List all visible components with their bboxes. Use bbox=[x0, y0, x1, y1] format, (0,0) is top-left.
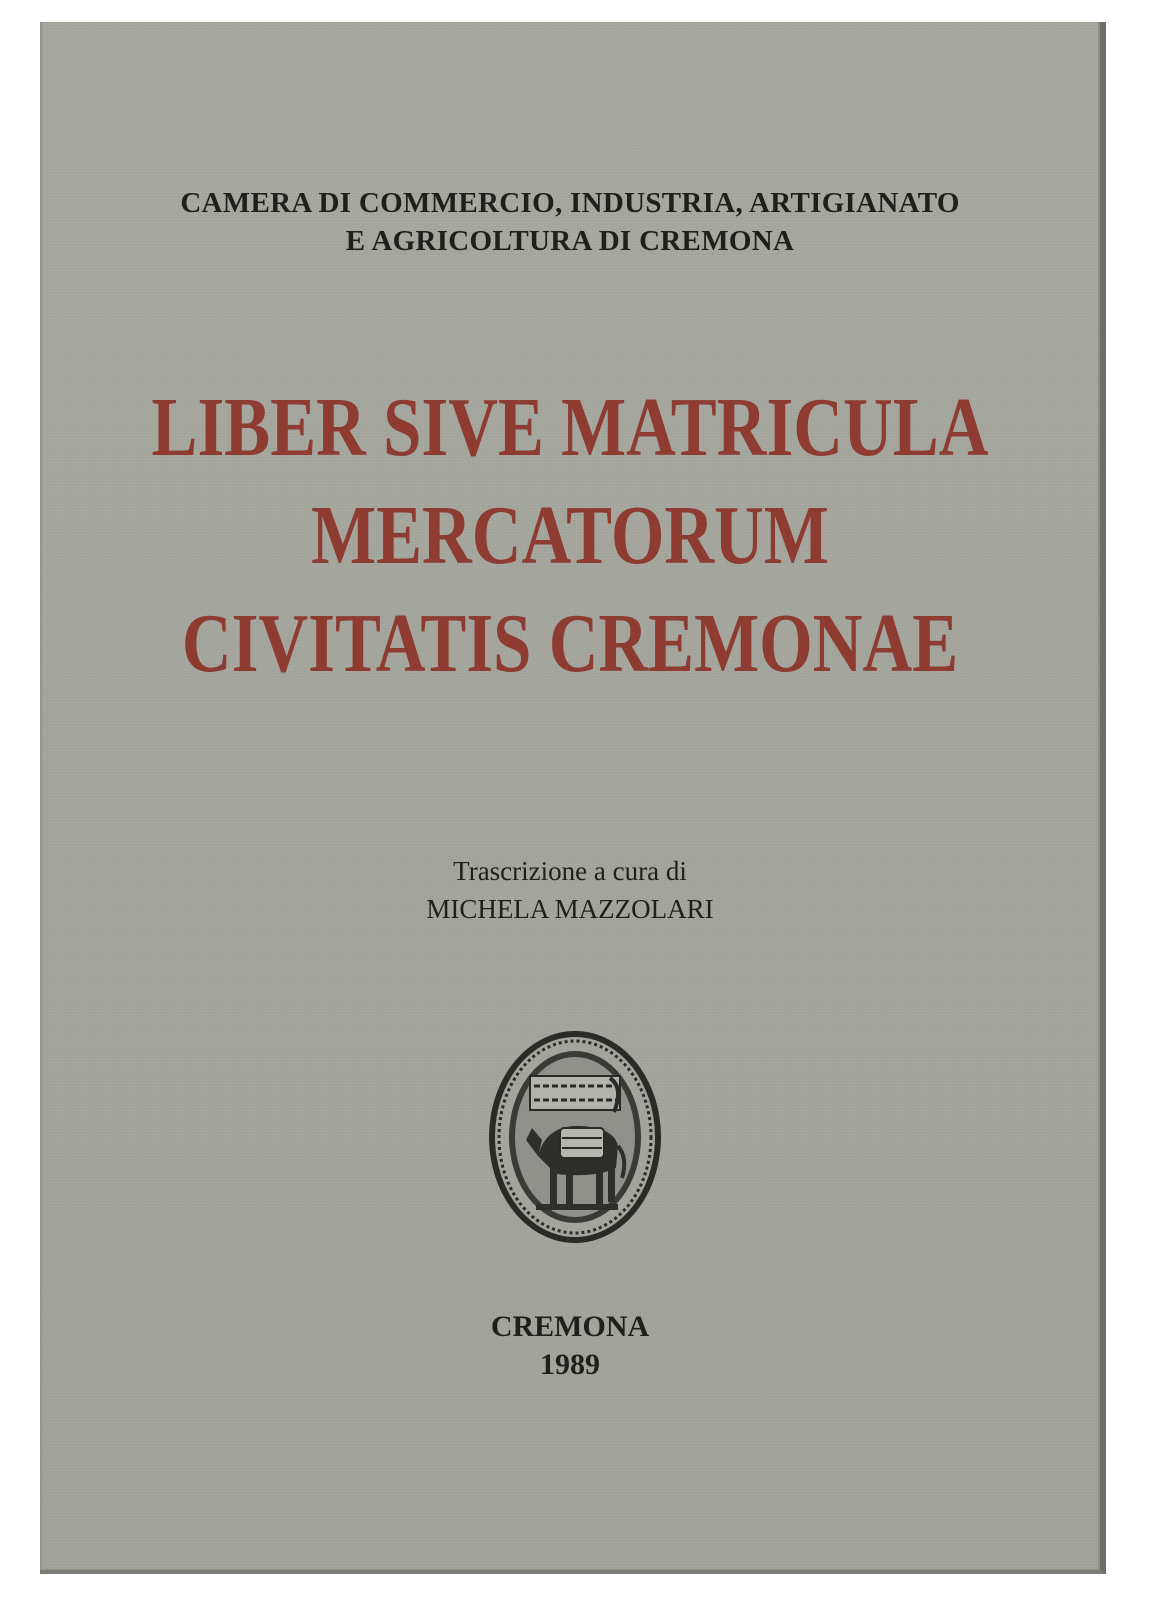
book-cover bbox=[40, 22, 1106, 1574]
publisher-line-1: CAMERA DI COMMERCIO, INDUSTRIA, ARTIGIANATO bbox=[180, 187, 960, 219]
book-title bbox=[135, 374, 1004, 698]
merchants-seal-icon bbox=[486, 1028, 664, 1246]
imprint-city: CREMONA bbox=[490, 1310, 650, 1343]
imprint bbox=[40, 1308, 1100, 1384]
publisher-line-2: E AGRICOLTURA DI CREMONA bbox=[345, 225, 795, 257]
editor-name: MICHELA MAZZOLARI bbox=[426, 894, 714, 924]
title-line-1: LIBER SIVE MATRICULA bbox=[151, 381, 989, 474]
imprint-year: 1989 bbox=[540, 1348, 600, 1381]
editor-label: Trascrizione a cura di bbox=[453, 856, 687, 886]
title-line-3: CIVITATIS CREMONAE bbox=[181, 597, 959, 690]
editor-credit bbox=[40, 852, 1100, 928]
publisher bbox=[40, 184, 1100, 260]
title-line-2: MERCATORUM bbox=[311, 489, 829, 582]
